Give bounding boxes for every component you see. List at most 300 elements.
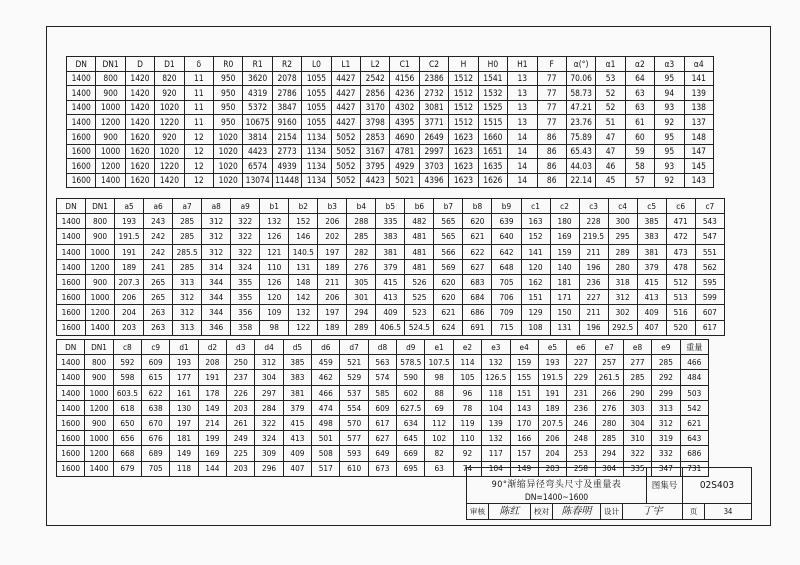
table-cell: 203 xyxy=(115,320,144,335)
table-cell: 355 xyxy=(231,274,260,289)
table-cell: 102 xyxy=(425,431,453,446)
table-cell: 203 xyxy=(538,461,566,476)
table-cell: 12 xyxy=(184,159,213,174)
header-cell: d9 xyxy=(397,340,425,355)
table-cell: 93 xyxy=(655,159,684,174)
table-cell: 523 xyxy=(405,305,434,320)
table-cell: 1020 xyxy=(155,100,184,115)
table-cell: 189 xyxy=(538,400,566,415)
table-row xyxy=(67,173,714,188)
header-cell: a9 xyxy=(231,199,260,214)
table-cell: 686 xyxy=(680,446,708,461)
table-cell: 1200 xyxy=(86,305,115,320)
table-cell: 189 xyxy=(115,259,144,274)
header-cell: e7 xyxy=(595,340,623,355)
table-cell: 524.5 xyxy=(405,320,434,335)
table-cell: 140 xyxy=(550,259,579,274)
table-cell: 691 xyxy=(463,320,492,335)
table-cell: 82 xyxy=(425,446,453,461)
table-cell: 47 xyxy=(596,144,625,159)
table-cell: 462 xyxy=(312,370,340,385)
table-cell: 1515 xyxy=(478,115,507,130)
header-cell: α4 xyxy=(684,57,713,72)
table-cell: 75.89 xyxy=(566,129,595,144)
table-cell: 1134 xyxy=(302,144,331,159)
table-cell: 322 xyxy=(231,214,260,229)
table-cell: 356 xyxy=(231,305,260,320)
table-cell: 141 xyxy=(684,71,713,86)
table-cell: 590 xyxy=(397,370,425,385)
table-cell: 3170 xyxy=(361,100,390,115)
table-cell: 166 xyxy=(510,431,538,446)
table-cell: 4395 xyxy=(390,115,419,130)
table-cell: 148 xyxy=(684,129,713,144)
table-cell: 250 xyxy=(227,355,255,370)
table-cell: 383 xyxy=(376,229,405,244)
header-cell: e3 xyxy=(482,340,510,355)
header-cell: e8 xyxy=(623,340,651,355)
table-cell: 409 xyxy=(637,305,666,320)
table-cell: 112 xyxy=(425,415,453,430)
table-cell: 74 xyxy=(453,461,481,476)
table-cell: 303 xyxy=(623,400,651,415)
header-cell: d3 xyxy=(227,340,255,355)
table-cell: 1626 xyxy=(478,173,507,188)
header-cell: b6 xyxy=(405,199,434,214)
table-cell: 481 xyxy=(405,259,434,274)
table-row xyxy=(57,229,725,244)
table-row xyxy=(57,400,709,415)
header-cell: b5 xyxy=(376,199,405,214)
table-cell: 4319 xyxy=(243,86,272,101)
table-cell: 1600 xyxy=(57,305,86,320)
table-cell: 312 xyxy=(202,229,231,244)
header-cell: L0 xyxy=(302,57,331,72)
table-cell: 385 xyxy=(283,355,311,370)
header-cell: e5 xyxy=(538,340,566,355)
table-cell: 1600 xyxy=(67,129,96,144)
table-cell: 627 xyxy=(463,259,492,274)
table-cell: 621 xyxy=(680,415,708,430)
header-cell: δ xyxy=(184,57,213,72)
table-cell: 1134 xyxy=(302,159,331,174)
table-cell: 86 xyxy=(537,159,566,174)
table-cell: 322 xyxy=(231,229,260,244)
table-cell: 627.5 xyxy=(397,400,425,415)
table-cell: 1420 xyxy=(155,173,184,188)
table-cell: 149 xyxy=(510,461,538,476)
table-cell: 13 xyxy=(508,86,537,101)
table-cell: 289 xyxy=(608,244,637,259)
table-cell: 65.43 xyxy=(566,144,595,159)
table-cell: 86 xyxy=(537,144,566,159)
table-cell: 180 xyxy=(550,214,579,229)
table-row xyxy=(67,144,714,159)
table-cell: 52 xyxy=(596,86,625,101)
table-cell: 1620 xyxy=(125,173,154,188)
table-header-row xyxy=(57,340,709,355)
table-cell: 152 xyxy=(521,229,550,244)
table-cell: 242 xyxy=(144,244,173,259)
table-cell: 169 xyxy=(550,229,579,244)
table-cell: 565 xyxy=(434,214,463,229)
header-cell: F xyxy=(537,57,566,72)
table-cell: 409 xyxy=(376,305,405,320)
table-cell: 592 xyxy=(113,355,141,370)
table-cell: 634 xyxy=(397,415,425,430)
table-cell: 669 xyxy=(397,446,425,461)
table-cell: 2649 xyxy=(419,129,448,144)
table-cell: 1055 xyxy=(302,86,331,101)
table-cell: 1020 xyxy=(214,173,243,188)
table-cell: 1000 xyxy=(96,100,125,115)
table-cell: 309 xyxy=(255,446,283,461)
table-cell: 670 xyxy=(142,415,170,430)
table-cell: 177 xyxy=(170,370,198,385)
table-cell: 211 xyxy=(579,244,608,259)
table-cell: 1620 xyxy=(125,144,154,159)
table-cell: 413 xyxy=(637,290,666,305)
table-cell: 236 xyxy=(567,400,595,415)
review-label: 审核 xyxy=(467,504,489,519)
table-cell: 95 xyxy=(655,71,684,86)
table-cell: 379 xyxy=(376,259,405,274)
table-cell: 618 xyxy=(113,400,141,415)
table-cell: 266 xyxy=(595,385,623,400)
table-cell: 10675 xyxy=(243,115,272,130)
table-cell: 63 xyxy=(425,461,453,476)
table-row xyxy=(67,115,714,130)
header-cell: R0 xyxy=(214,57,243,72)
table-cell: 578.5 xyxy=(397,355,425,370)
table-cell: 261 xyxy=(227,415,255,430)
table-cell: 110 xyxy=(260,259,289,274)
table-cell: 92 xyxy=(655,115,684,130)
table-cell: 46 xyxy=(596,159,625,174)
table-cell: 1600 xyxy=(57,290,86,305)
table-cell: 70.06 xyxy=(566,71,595,86)
table-cell: 609 xyxy=(142,355,170,370)
table-cell: 473 xyxy=(666,244,695,259)
table-cell: 346 xyxy=(202,320,231,335)
table-cell: 543 xyxy=(695,214,724,229)
table-cell: 683 xyxy=(463,274,492,289)
table-cell: 554 xyxy=(340,400,368,415)
table-cell: 285 xyxy=(347,229,376,244)
table-cell: 197 xyxy=(318,244,347,259)
table-cell: 312 xyxy=(202,244,231,259)
table-cell: 800 xyxy=(96,71,125,86)
table-row xyxy=(67,129,714,144)
drawing-title: 90°渐缩异径弯头尺寸及重量表 xyxy=(491,480,622,490)
table-cell: 312 xyxy=(608,290,637,305)
table-row xyxy=(67,159,714,174)
table-cell: 11448 xyxy=(272,173,301,188)
dimension-table-2 xyxy=(56,198,725,336)
table-row xyxy=(57,370,709,385)
table-cell: 13 xyxy=(508,115,537,130)
table-cell: 92 xyxy=(655,173,684,188)
header-cell: c2 xyxy=(550,199,579,214)
table-cell: 322 xyxy=(255,415,283,430)
header-cell: D xyxy=(125,57,154,72)
table-cell: 2732 xyxy=(419,86,448,101)
table-cell: 383 xyxy=(283,370,311,385)
header-cell: DN1 xyxy=(96,57,125,72)
table-cell: 705 xyxy=(492,274,521,289)
table-cell: 471 xyxy=(666,214,695,229)
table-cell: 1000 xyxy=(85,385,113,400)
table-cell: 627 xyxy=(368,431,396,446)
table-cell: 1000 xyxy=(85,431,113,446)
table-cell: 12 xyxy=(184,144,213,159)
table-cell: 413 xyxy=(376,290,405,305)
table-cell: 58.73 xyxy=(566,86,595,101)
table-cell: 150 xyxy=(550,305,579,320)
header-cell: a8 xyxy=(202,199,231,214)
table-cell: 181 xyxy=(170,431,198,446)
table-cell: 1600 xyxy=(57,461,85,476)
table-cell: 199 xyxy=(198,431,226,446)
table-row xyxy=(57,290,725,305)
table-cell: 181 xyxy=(550,274,579,289)
table-cell: 282 xyxy=(347,244,376,259)
table-cell: 228 xyxy=(579,214,608,229)
table-cell: 5052 xyxy=(331,159,360,174)
table-cell: 117 xyxy=(482,446,510,461)
table-cell: 1420 xyxy=(125,86,154,101)
table-cell: 344 xyxy=(202,290,231,305)
table-cell: 1512 xyxy=(449,86,478,101)
table-cell: 521 xyxy=(340,355,368,370)
table-cell: 107.5 xyxy=(425,355,453,370)
header-cell: L2 xyxy=(361,57,390,72)
table-cell: 900 xyxy=(96,129,125,144)
table-cell: 3795 xyxy=(361,159,390,174)
table-cell: 344 xyxy=(202,305,231,320)
table-cell: 159 xyxy=(550,244,579,259)
table-cell: 96 xyxy=(453,385,481,400)
table-cell: 148 xyxy=(289,274,318,289)
table-cell: 88 xyxy=(425,385,453,400)
table-cell: 607 xyxy=(695,305,724,320)
table-cell: 3847 xyxy=(272,100,301,115)
header-cell: 重量 xyxy=(680,340,708,355)
table-cell: 1200 xyxy=(85,446,113,461)
table-cell: 4396 xyxy=(419,173,448,188)
table-cell: 2786 xyxy=(272,86,301,101)
table-cell: 1600 xyxy=(57,446,85,461)
table-cell: 301 xyxy=(347,290,376,305)
header-cell: c8 xyxy=(113,340,141,355)
table-cell: 569 xyxy=(434,259,463,274)
table-cell: 226 xyxy=(227,385,255,400)
table-cell: 263 xyxy=(144,320,173,335)
table-cell: 1420 xyxy=(125,71,154,86)
table-cell: 157 xyxy=(510,446,538,461)
table-cell: 1400 xyxy=(67,71,96,86)
table-cell: 284 xyxy=(255,400,283,415)
header-cell: H xyxy=(449,57,478,72)
table-cell: 4427 xyxy=(331,100,360,115)
table-cell: 152 xyxy=(289,214,318,229)
table-cell: 4156 xyxy=(390,71,419,86)
table-cell: 620 xyxy=(463,214,492,229)
table-cell: 4427 xyxy=(331,115,360,130)
table-cell: 621 xyxy=(434,305,463,320)
table-cell: 1623 xyxy=(449,173,478,188)
table-cell: 145 xyxy=(684,159,713,174)
table-cell: 415 xyxy=(637,274,666,289)
table-cell: 324 xyxy=(255,431,283,446)
table-cell: 9160 xyxy=(272,115,301,130)
table-cell: 169 xyxy=(198,446,226,461)
table-cell: 617 xyxy=(695,320,724,335)
header-cell: DN1 xyxy=(85,340,113,355)
header-cell: C2 xyxy=(419,57,448,72)
table-cell: 45 xyxy=(596,173,625,188)
table-cell: 131 xyxy=(289,259,318,274)
table-cell: 231 xyxy=(567,385,595,400)
header-cell: b1 xyxy=(260,199,289,214)
table-cell: 14 xyxy=(508,144,537,159)
table-cell: 2542 xyxy=(361,71,390,86)
table-cell: 207.3 xyxy=(115,274,144,289)
table-cell: 290 xyxy=(623,385,651,400)
table-cell: 407 xyxy=(283,461,311,476)
table-cell: 163 xyxy=(521,214,550,229)
table-cell: 1532 xyxy=(478,86,507,101)
table-cell: 676 xyxy=(142,431,170,446)
table-cell: 640 xyxy=(492,229,521,244)
table-cell: 159 xyxy=(510,355,538,370)
table-cell: 211 xyxy=(579,305,608,320)
table-row xyxy=(57,259,725,274)
table-cell: 285 xyxy=(623,370,651,385)
table-cell: 313 xyxy=(173,274,202,289)
header-cell: R2 xyxy=(272,57,301,72)
table-cell: 203 xyxy=(227,461,255,476)
table-cell: 622 xyxy=(463,244,492,259)
table-cell: 208 xyxy=(198,355,226,370)
table-cell: 900 xyxy=(86,229,115,244)
table-cell: 77 xyxy=(537,100,566,115)
table-cell: 295 xyxy=(608,229,637,244)
header-cell: d2 xyxy=(198,340,226,355)
table-cell: 253 xyxy=(567,446,595,461)
table-cell: 1541 xyxy=(478,71,507,86)
table-row xyxy=(57,274,725,289)
table-cell: 3703 xyxy=(419,159,448,174)
table-cell: 565 xyxy=(434,229,463,244)
table-cell: 1134 xyxy=(302,173,331,188)
table-cell: 261.5 xyxy=(595,370,623,385)
table-cell: 1660 xyxy=(478,129,507,144)
table-cell: 415 xyxy=(283,415,311,430)
table-cell: 95 xyxy=(655,144,684,159)
table-cell: 1525 xyxy=(478,100,507,115)
table-cell: 609 xyxy=(368,400,396,415)
header-cell: D1 xyxy=(155,57,184,72)
table-cell: 310 xyxy=(623,431,651,446)
table-cell: 574 xyxy=(368,370,396,385)
header-cell: c1 xyxy=(521,199,550,214)
table-cell: 292.5 xyxy=(608,320,637,335)
table-cell: 170 xyxy=(510,415,538,430)
table-cell: 155 xyxy=(510,370,538,385)
table-cell: 381 xyxy=(283,385,311,400)
table-cell: 645 xyxy=(397,431,425,446)
table-cell: 622 xyxy=(142,385,170,400)
table-cell: 5052 xyxy=(331,144,360,159)
table-cell: 64 xyxy=(625,71,654,86)
table-cell: 304 xyxy=(255,370,283,385)
table-cell: 149 xyxy=(170,446,198,461)
table-cell: 950 xyxy=(214,86,243,101)
header-cell: c6 xyxy=(666,199,695,214)
table-cell: 285 xyxy=(173,229,202,244)
table-cell: 4939 xyxy=(272,159,301,174)
table-cell: 2856 xyxy=(361,86,390,101)
table-cell: 1055 xyxy=(302,115,331,130)
table-cell: 542 xyxy=(680,400,708,415)
table-cell: 650 xyxy=(113,415,141,430)
table-cell: 335 xyxy=(376,214,405,229)
table-cell: 149 xyxy=(198,400,226,415)
table-cell: 206 xyxy=(318,290,347,305)
table-cell: 142 xyxy=(289,290,318,305)
table-cell: 6574 xyxy=(243,159,272,174)
table-cell: 227 xyxy=(567,355,595,370)
table-cell: 5052 xyxy=(331,173,360,188)
table-cell: 161 xyxy=(170,385,198,400)
table-cell: 1055 xyxy=(302,71,331,86)
table-cell: 900 xyxy=(85,370,113,385)
table-cell: 138 xyxy=(684,100,713,115)
table-cell: 407 xyxy=(637,320,666,335)
table-header-row xyxy=(67,57,714,72)
table-cell: 302 xyxy=(608,305,637,320)
table-cell: 800 xyxy=(85,355,113,370)
atlas-label: 图集号 xyxy=(647,468,683,504)
table-cell: 94 xyxy=(655,86,684,101)
table-cell: 643 xyxy=(680,431,708,446)
table-cell: 280 xyxy=(595,415,623,430)
table-cell: 705 xyxy=(142,461,170,476)
table-cell: 1134 xyxy=(302,129,331,144)
design-label: 设计 xyxy=(601,504,623,519)
table-cell: 249 xyxy=(227,431,255,446)
table-cell: 1600 xyxy=(57,320,86,335)
dimension-weight-table-3 xyxy=(56,339,709,477)
table-cell: 11 xyxy=(184,86,213,101)
table-cell: 265 xyxy=(144,274,173,289)
header-cell: e2 xyxy=(453,340,481,355)
table-cell: 119 xyxy=(453,415,481,430)
table-cell: 98 xyxy=(425,370,453,385)
table-cell: 120 xyxy=(260,290,289,305)
table-cell: 409 xyxy=(283,446,311,461)
table-cell: 57 xyxy=(625,173,654,188)
header-cell: b3 xyxy=(318,199,347,214)
table-cell: 1623 xyxy=(449,159,478,174)
dimension-table-1 xyxy=(66,56,714,188)
table-cell: 191 xyxy=(198,370,226,385)
table-cell: 98 xyxy=(260,320,289,335)
table-cell: 413 xyxy=(283,431,311,446)
table-cell: 312 xyxy=(173,305,202,320)
table-cell: 105 xyxy=(453,370,481,385)
